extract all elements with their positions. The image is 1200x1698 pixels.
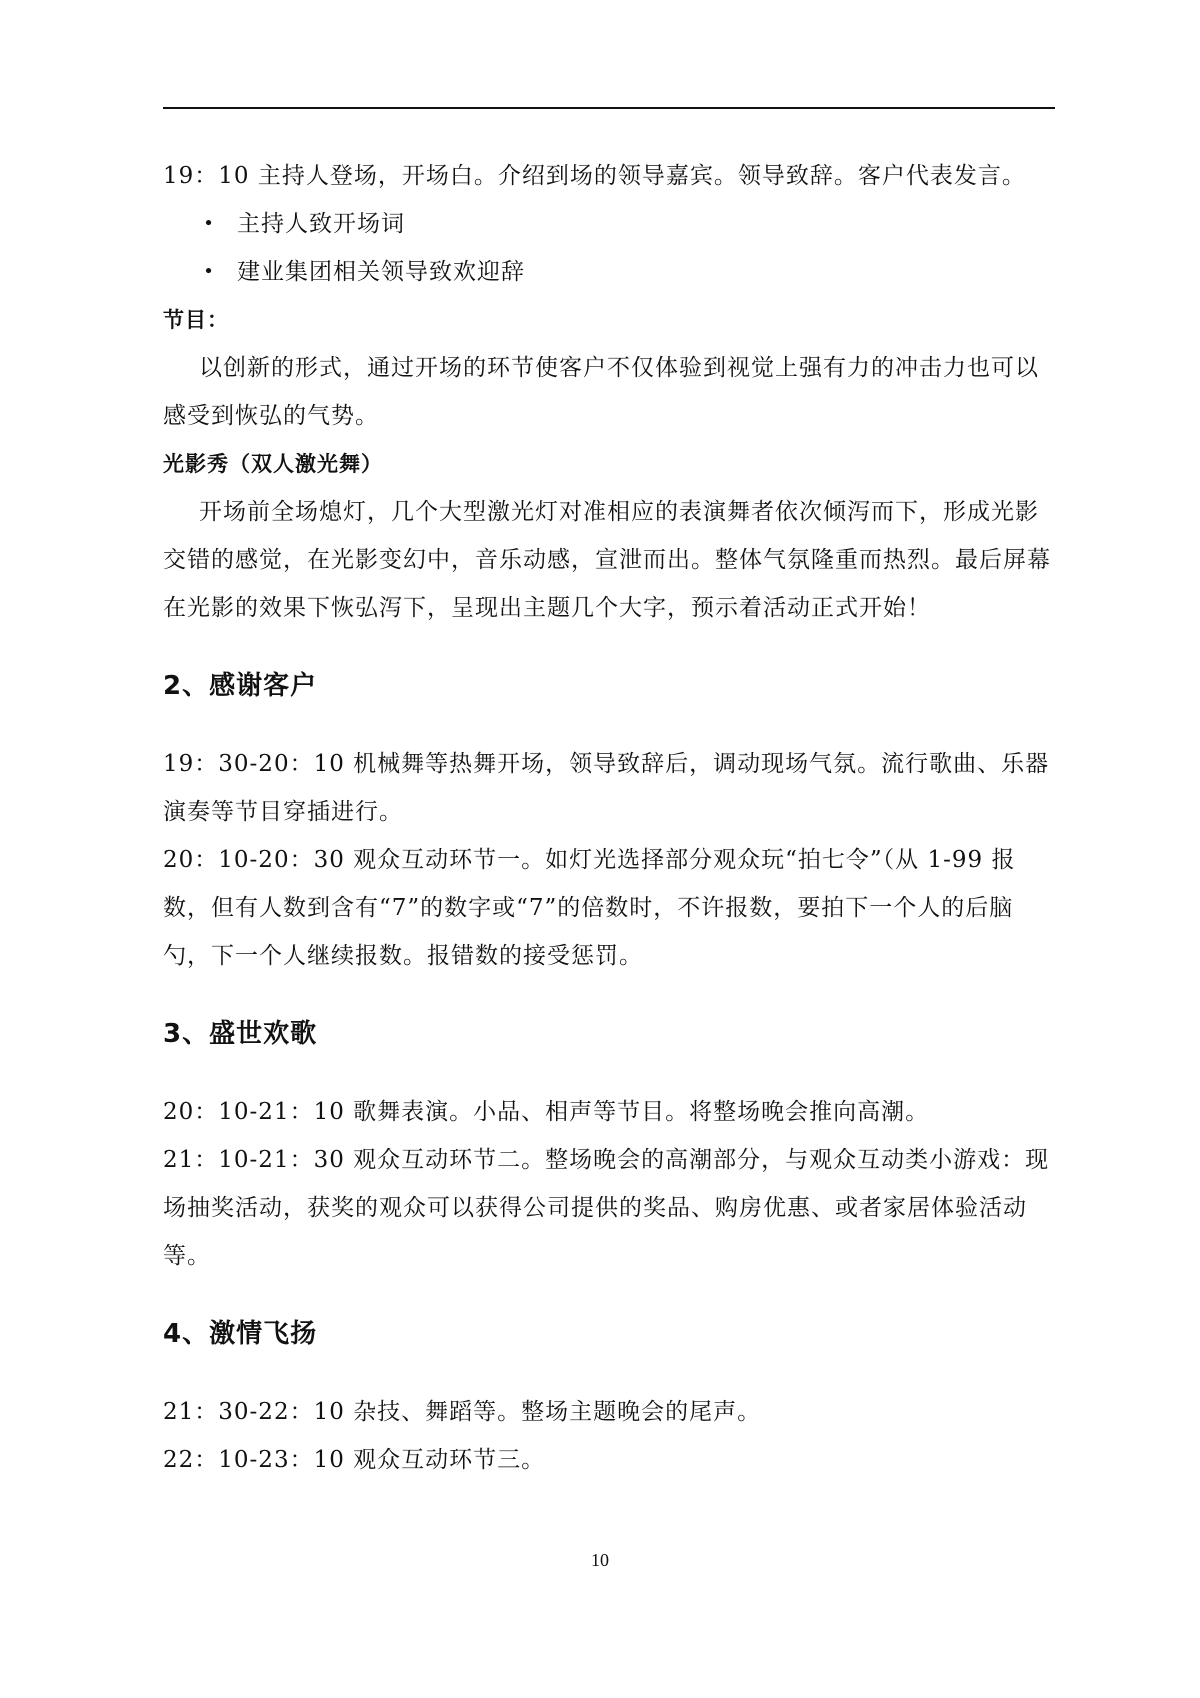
light-show-label: 光影秀（双人激光舞） — [163, 452, 383, 476]
bullet-item — [163, 200, 1055, 248]
schedule-line: 21：10-21：30 观众互动环节二。整场晚会的高潮部分，与观众互动类小游戏：现场抽奖活动，获奖的观众可以获得公司提供的奖品、购房优惠、或者家居体验活动等。 — [163, 1147, 1050, 1269]
opening-schedule-line: 19：10 主持人登场，开场白。介绍到场的领导嘉宾。领导致辞。客户代表发言。 — [163, 163, 1026, 189]
bullet-dot: • — [203, 261, 215, 282]
light-show-paragraph: 开场前全场熄灯，几个大型激光灯对准相应的表演舞者依次倾泻而下，形成光影交错的感觉，在光影变幻中，音乐动感，宣泄而出。整体气氛隆重而热烈。最后屏幕在光影的效果下恢弘泻下，呈现出主题几个大字，预示着活动正式开始！ — [163, 499, 1051, 621]
bullet-item — [163, 248, 1055, 296]
schedule-line: 20：10-21：10 歌舞表演。小品、相声等节目。将整场晚会推向高潮。 — [163, 1099, 930, 1125]
section-heading: 2、感谢客户 — [163, 671, 318, 701]
bullet-text: 建业集团相关领导致欢迎辞 — [237, 259, 525, 285]
section-heading: 4、激情飞扬 — [163, 1319, 318, 1349]
header-rule — [163, 107, 1055, 109]
section-heading: 3、盛世欢歌 — [163, 1019, 318, 1049]
schedule-line: 21：30-22：10 杂技、舞蹈等。整场主题晚会的尾声。 — [163, 1399, 762, 1425]
page-number: 10 — [591, 1550, 609, 1570]
bullet-text: 主持人致开场词 — [237, 211, 405, 237]
opening-bullet-list — [163, 200, 1055, 296]
bullet-dot: • — [203, 213, 215, 234]
schedule-line: 19：30-20：10 机械舞等热舞开场，领导致辞后，调动现场气氛。流行歌曲、乐器演奏等节目穿插进行。 — [163, 751, 1050, 825]
schedule-line: 22：10-23：10 观众互动环节三。 — [163, 1447, 546, 1473]
program-label: 节目： — [163, 308, 229, 332]
schedule-line: 20：10-20：30 观众互动环节一。如灯光选择部分观众玩“拍七令”（从 1-99 报数，但有人数到含有“7”的数字或“7”的倍数时，不许报数，要拍下一个人的后脑勺，下一个人继续报数。报错数的接受惩罚。 — [163, 847, 1016, 969]
program-paragraph: 以创新的形式，通过开场的环节使客户不仅体验到视觉上强有力的冲击力也可以感受到恢弘的气势。 — [163, 355, 1039, 429]
page-content — [163, 152, 1055, 1484]
